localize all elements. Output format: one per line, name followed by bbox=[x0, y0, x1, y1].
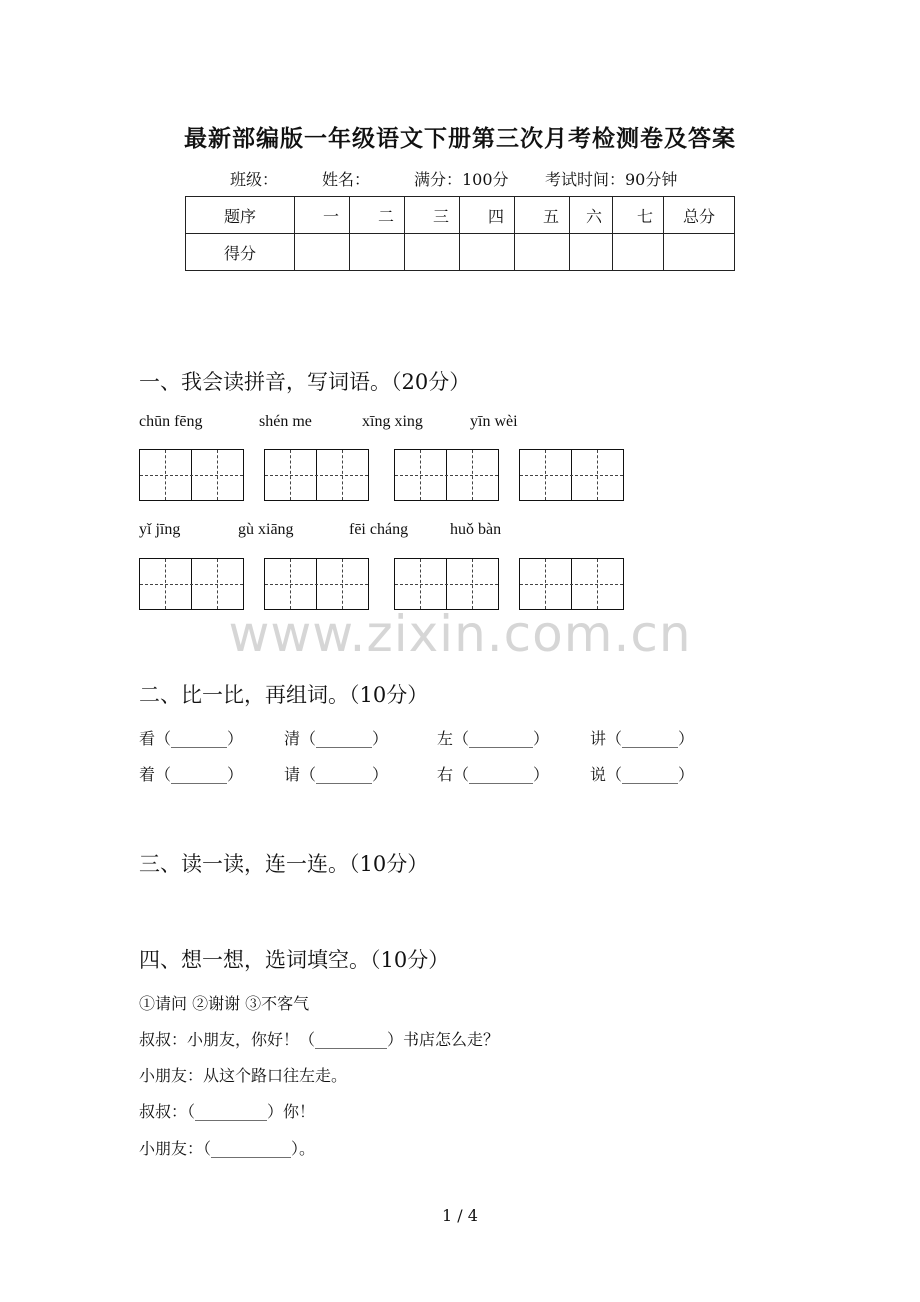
dialogue-line[interactable]: 小朋友：（__________）。 bbox=[139, 1139, 316, 1158]
pinyin: yīn wèi bbox=[470, 413, 518, 430]
writing-box[interactable] bbox=[264, 449, 369, 501]
score-cell[interactable] bbox=[350, 234, 405, 271]
word-blank[interactable]: 着（_______） bbox=[139, 765, 244, 784]
dialogue-line: 小朋友：从这个路口往左走。 bbox=[139, 1066, 348, 1085]
writing-box[interactable] bbox=[394, 449, 499, 501]
word-blank[interactable]: 左（________） bbox=[437, 729, 550, 748]
table-header-cell: 一 bbox=[295, 197, 350, 234]
pinyin: gù xiāng bbox=[238, 521, 294, 538]
writing-box[interactable] bbox=[519, 558, 624, 610]
page-number: 1 / 4 bbox=[442, 1206, 478, 1225]
score-cell[interactable] bbox=[664, 234, 735, 271]
writing-box[interactable] bbox=[519, 449, 624, 501]
score-cell[interactable] bbox=[515, 234, 570, 271]
section1-heading: 一、我会读拼音，写词语。（20分） bbox=[139, 370, 471, 394]
section3-heading: 三、读一读，连一连。（10分） bbox=[139, 852, 429, 876]
writing-box[interactable] bbox=[394, 558, 499, 610]
table-row bbox=[186, 234, 735, 271]
table-header-cell: 六 bbox=[570, 197, 613, 234]
score-cell[interactable] bbox=[570, 234, 613, 271]
full-score: 满分：100分 bbox=[414, 170, 509, 189]
watermark: www.zixin.com.cn bbox=[228, 605, 692, 663]
pinyin: xīng xing bbox=[362, 413, 423, 430]
table-header-cell: 三 bbox=[405, 197, 460, 234]
writing-box[interactable] bbox=[139, 558, 244, 610]
page-title: 最新部编版一年级语文下册第三次月考检测卷及答案 bbox=[184, 125, 736, 152]
word-blank[interactable]: 右（________） bbox=[437, 765, 550, 784]
score-cell[interactable] bbox=[405, 234, 460, 271]
table-header-cell: 二 bbox=[350, 197, 405, 234]
word-options: ①请问 ②谢谢 ③不客气 bbox=[139, 994, 310, 1013]
writing-box[interactable] bbox=[264, 558, 369, 610]
section4-heading: 四、想一想，选词填空。（10分） bbox=[139, 948, 450, 972]
table-header-cell: 五 bbox=[515, 197, 570, 234]
word-blank[interactable]: 讲（_______） bbox=[590, 729, 695, 748]
pinyin: huǒ bàn bbox=[450, 521, 502, 538]
table-row bbox=[186, 197, 735, 234]
word-blank[interactable]: 说（_______） bbox=[590, 765, 695, 784]
exam-time: 考试时间：90分钟 bbox=[545, 170, 678, 189]
score-cell[interactable] bbox=[460, 234, 515, 271]
dialogue-line[interactable]: 叔叔：小朋友，你好！（_________）书店怎么走？ bbox=[139, 1030, 500, 1049]
table-header-cell: 四 bbox=[460, 197, 515, 234]
table-header-cell: 七 bbox=[613, 197, 664, 234]
score-cell[interactable] bbox=[613, 234, 664, 271]
pinyin: shén me bbox=[259, 413, 312, 430]
writing-box[interactable] bbox=[139, 449, 244, 501]
table-header-cell: 题序 bbox=[186, 197, 295, 234]
table-header-cell: 总分 bbox=[664, 197, 735, 234]
name-label: 姓名： bbox=[322, 170, 371, 189]
score-cell[interactable] bbox=[295, 234, 350, 271]
score-table bbox=[185, 196, 735, 271]
pinyin: fēi cháng bbox=[349, 521, 409, 538]
dialogue-line[interactable]: 叔叔：（_________）你！ bbox=[139, 1102, 316, 1121]
word-blank[interactable]: 请（_______） bbox=[284, 765, 389, 784]
class-label: 班级： bbox=[230, 170, 279, 189]
word-blank[interactable]: 看（_______） bbox=[139, 729, 244, 748]
table-row-label: 得分 bbox=[186, 234, 295, 271]
pinyin: chūn fēng bbox=[139, 413, 203, 430]
pinyin: yǐ jīng bbox=[139, 521, 181, 538]
section2-heading: 二、比一比，再组词。（10分） bbox=[139, 683, 429, 707]
word-blank[interactable]: 清（_______） bbox=[284, 729, 389, 748]
